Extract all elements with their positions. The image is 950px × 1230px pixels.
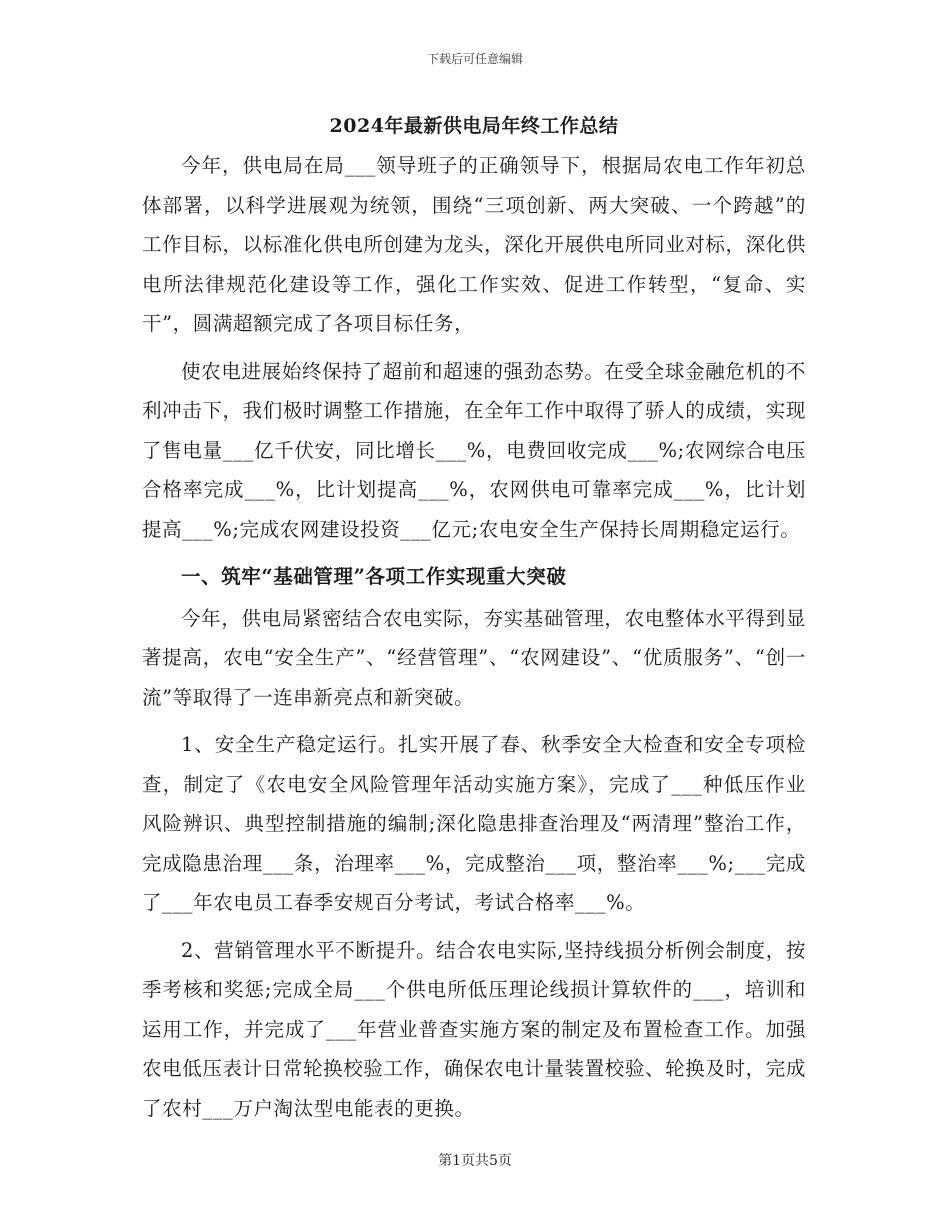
section1-paragraph-2: 1、安全生产稳定运行。扎实开展了春、秋季安全大检查和安全专项检查，制定了《农电安全风险管理年活动实施方案》，完成了___种低压作业风险辨识、典型控制措施的编制;深化隐患排查治理及“两清理”整治工作，完成隐患治理___条，治理率___%，完成整治___项，整治率___%;___完成了___年农电员工春季安规百分考试，考试合格率___%。 bbox=[142, 733, 806, 914]
page-header-note: 下载后可任意编辑 bbox=[426, 52, 523, 66]
page-number: 第1页共5页 bbox=[438, 1153, 512, 1169]
section-heading-1: 一、筑牢“基础管理”各项工作实现重大突破 bbox=[181, 565, 567, 588]
section1-paragraph-1: 今年，供电局紧密结合农电实际，夯实基础管理，农电整体水平得到显著提高，农电“安全生产”、“经营管理”、“农网建设”、“优质服务”、“创一流”等取得了一连串新亮点和新突破。 bbox=[142, 606, 806, 709]
document-title: 2024年最新供电局年终工作总结 bbox=[329, 115, 619, 137]
intro-paragraph-2: 使农电进展始终保持了超前和超速的强劲态势。在受全球金融危机的不利冲击下，我们极时调整工作措施，在全年工作中取得了骄人的成绩，实现了售电量___亿千伏安，同比增长___%，电费回收完成___%;农网综合电压合格率完成___%，比计划提高___%，农网供电可靠率完成___%，比计划提高___%;完成农网建设投资___亿元;农电安全生产保持长周期稳定运行。 bbox=[142, 359, 806, 541]
document-body bbox=[142, 112, 806, 1136]
intro-paragraph-1: 今年，供电局在局___领导班子的正确领导下，根据局农电工作年初总体部署，以科学进展观为统领，围绕“三项创新、两大突破、一个跨越”的工作目标，以标准化供电所创建为龙头，深化开展供电所同业对标，深化供电所法律规范化建设等工作，强化工作实效、促进工作转型，“复命、实干”，圆满超额完成了各项目标任务， bbox=[142, 154, 806, 335]
section1-paragraph-3: 2、营销管理水平不断提升。结合农电实际,坚持线损分析例会制度，按季考核和奖惩;完成全局___个供电所低压理论线损计算软件的___，培训和运用工作，并完成了___年营业普查实施方案的制定及布置检查工作。加强农电低压表计日常轮换校验工作，确保农电计量装置校验、轮换及时，完成了农村___万户淘汰型电能表的更换。 bbox=[142, 938, 806, 1120]
